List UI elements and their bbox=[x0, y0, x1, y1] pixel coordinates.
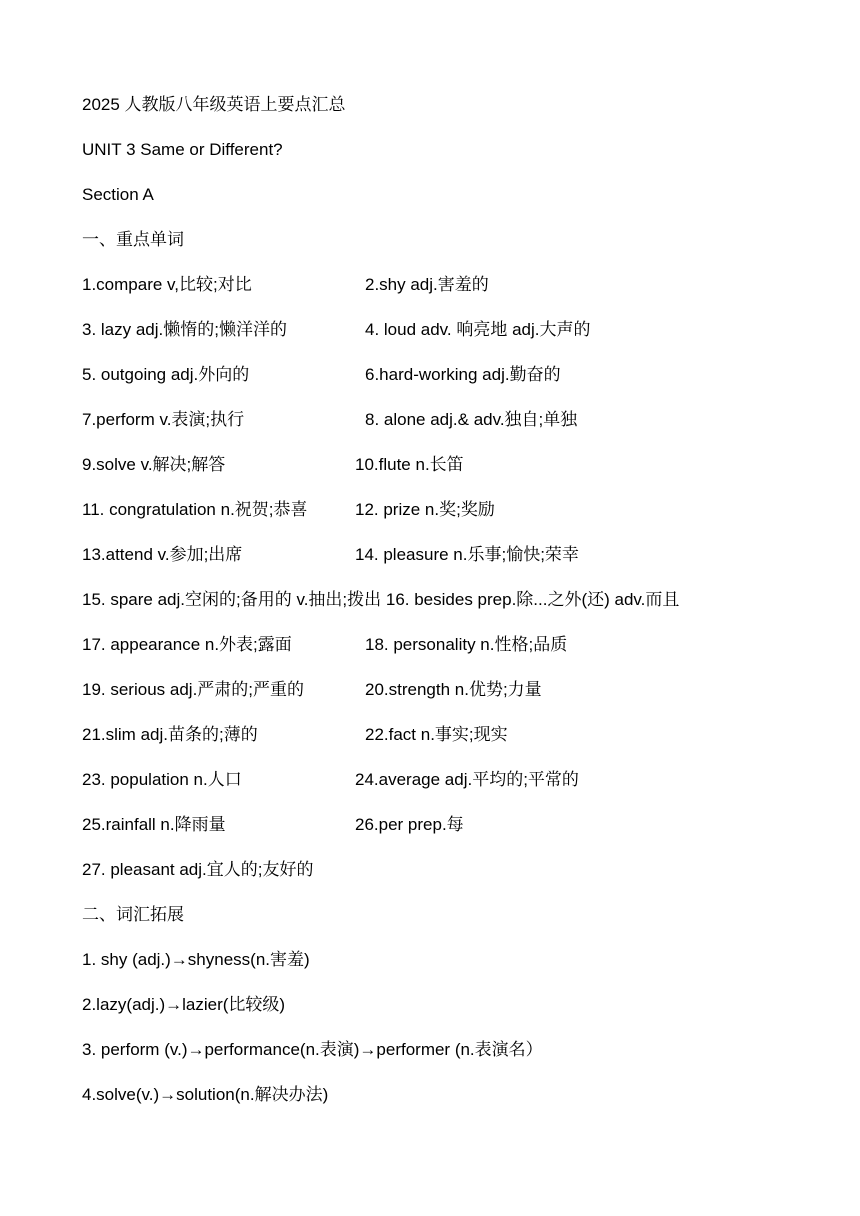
expansion-item: 2.lazy(adj.)→lazier(比较级) bbox=[82, 995, 286, 1014]
expansion-item: 1. shy (adj.)→shyness(n.害羞) bbox=[82, 950, 310, 969]
expansion-item: 3. perform (v.)→performance(n.表演)→performer (n.表演名） bbox=[82, 1040, 543, 1059]
word-entry: 17. appearance n.外表;露面 bbox=[82, 635, 292, 654]
word-entry: 2.shy adj.害羞的 bbox=[365, 275, 489, 294]
word-entry: 27. pleasant adj.宜人的;友好的 bbox=[82, 860, 314, 879]
word-entry: 3. lazy adj.懒惰的;懒洋洋的 bbox=[82, 320, 287, 339]
word-entry: 19. serious adj.严肃的;严重的 bbox=[82, 680, 305, 699]
word-entry: 26.per prep.每 bbox=[355, 815, 464, 834]
document-title: 2025 人教版八年级英语上要点汇总 bbox=[82, 95, 346, 114]
unit-heading: UNIT 3 Same or Different? bbox=[82, 140, 283, 159]
word-entry: 6.hard-working adj.勤奋的 bbox=[365, 365, 561, 384]
word-entry: 12. prize n.奖;奖励 bbox=[355, 500, 495, 519]
word-entry: 7.perform v.表演;执行 bbox=[82, 410, 245, 429]
word-entry: 18. personality n.性格;品质 bbox=[365, 635, 568, 654]
word-entry: 5. outgoing adj.外向的 bbox=[82, 365, 250, 384]
word-entry: 10.flute n.长笛 bbox=[355, 455, 464, 474]
word-entry: 8. alone adj.& adv.独自;单独 bbox=[365, 410, 578, 429]
word-entry: 20.strength n.优势;力量 bbox=[365, 680, 542, 699]
key-words-heading: 一、重点单词 bbox=[82, 230, 184, 249]
word-entry: 21.slim adj.苗条的;薄的 bbox=[82, 725, 258, 744]
word-entry: 11. congratulation n.祝贺;恭喜 bbox=[82, 500, 308, 519]
word-entry: 23. population n.人口 bbox=[82, 770, 242, 789]
vocab-expansion-heading: 二、词汇拓展 bbox=[82, 905, 184, 924]
word-entry: 25.rainfall n.降雨量 bbox=[82, 815, 226, 834]
word-entry: 22.fact n.事实;现实 bbox=[365, 725, 508, 744]
word-entry: 9.solve v.解决;解答 bbox=[82, 455, 226, 474]
word-entry: 14. pleasure n.乐事;愉快;荣幸 bbox=[355, 545, 579, 564]
expansion-item: 4.solve(v.)→solution(n.解决办法) bbox=[82, 1085, 329, 1104]
section-heading: Section A bbox=[82, 185, 154, 204]
word-entry: 4. loud adv. 响亮地 adj.大声的 bbox=[365, 320, 591, 339]
word-entry: 24.average adj.平均的;平常的 bbox=[355, 770, 579, 789]
word-entry: 15. spare adj.空闲的;备用的 v.抽出;拨出 16. besides prep.除...之外(还) adv.而且 bbox=[82, 590, 680, 609]
word-entry: 1.compare v,比较;对比 bbox=[82, 275, 252, 294]
word-entry: 13.attend v.参加;出席 bbox=[82, 545, 243, 564]
